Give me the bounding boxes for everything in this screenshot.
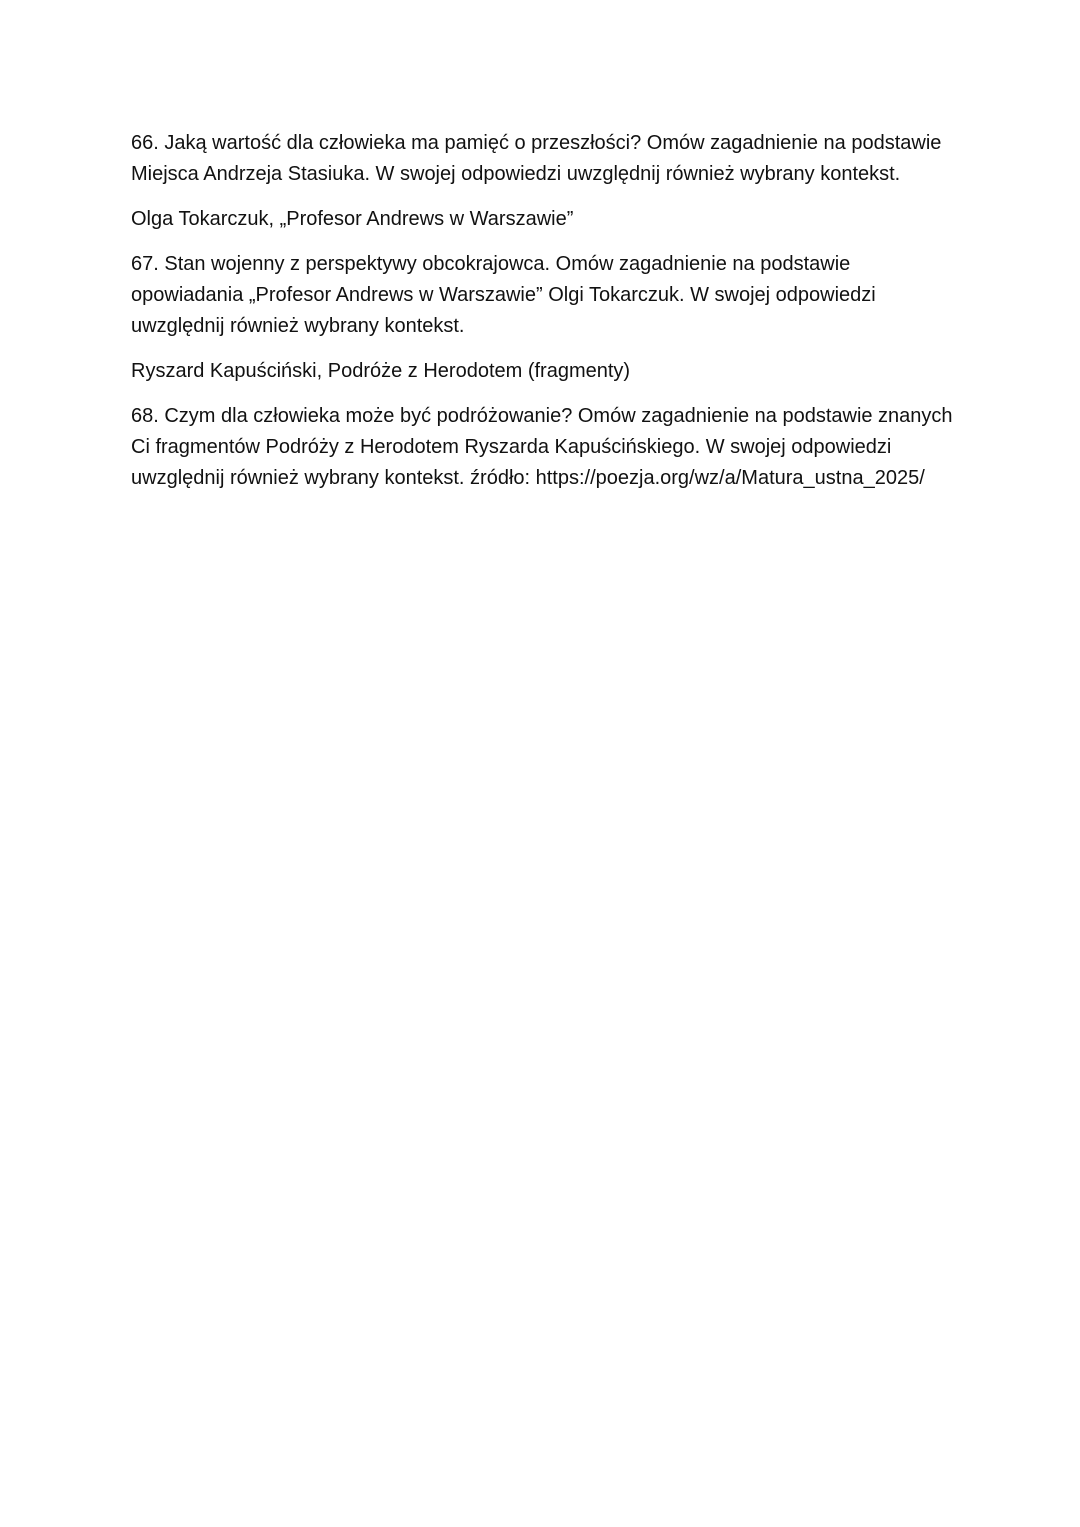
question-68: 68. Czym dla człowieka może być podróżowanie? Omów zagadnienie na podstawie znanych Ci fragmentów Podróży z Herodotem Ryszarda Kapuścińskiego. W swojej odpowiedzi uwzględnij również wybrany kontekst. źródło: https://poezja.org/wz/a/Matura_ustna_2025/ xyxy=(131,405,953,489)
document-content xyxy=(131,128,961,508)
reading-title-kapuscinski: Ryszard Kapuściński, Podróże z Herodotem (fragmenty) xyxy=(131,360,631,382)
question-66: 66. Jaką wartość dla człowieka ma pamięć o przeszłości? Omów zagadnienie na podstawie Miejsca Andrzeja Stasiuka. W swojej odpowiedzi uwzględnij również wybrany kontekst. xyxy=(131,132,942,185)
reading-title-tokarczuk: Olga Tokarczuk, „Profesor Andrews w Warszawie” xyxy=(131,208,574,230)
question-67: 67. Stan wojenny z perspektywy obcokrajowca. Omów zagadnienie na podstawie opowiadania „Profesor Andrews w Warszawie” Olgi Tokarczuk. W swojej odpowiedzi uwzględnij również wybrany kontekst. xyxy=(131,253,876,337)
